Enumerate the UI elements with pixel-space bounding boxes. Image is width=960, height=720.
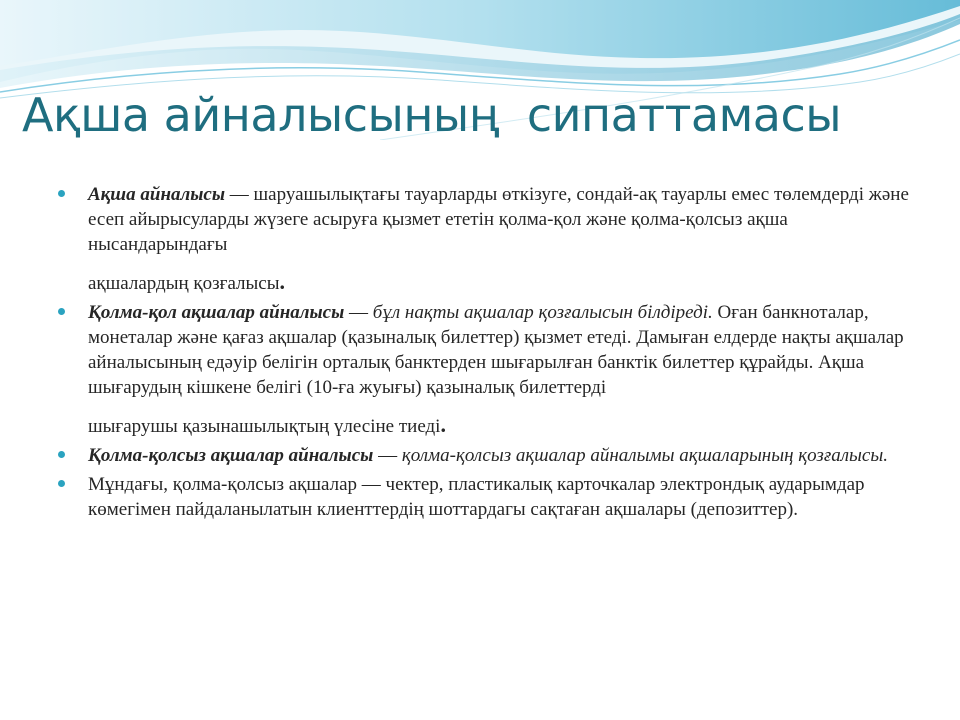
- bullet-item-2: [58, 300, 918, 439]
- term-money-circulation: Ақша айналысы: [88, 184, 226, 205]
- bullet-list: [58, 182, 918, 522]
- definition-italic: бұл нақты ақшалар қозғалысын білдіреді.: [372, 302, 713, 323]
- bullet-dot-icon: [58, 190, 65, 197]
- definition-last-text: шығарушы қазынашылықтың үлесіне тиеді: [88, 416, 441, 437]
- definition-last-line: [88, 269, 918, 296]
- bullet-item-1: [58, 182, 918, 296]
- bullet-dot-icon: [58, 480, 65, 487]
- term-dash: —: [344, 302, 373, 323]
- definition-text: шаруашылықтағы тауарларды өткізуге, сондай-ақ тауарлы емес төлемдерді және есеп айырысуларды жүзеге асыруға қызмет ететін қолма-қол және қолма-қолсыз ақша нысандарындағы: [88, 184, 909, 255]
- definition-last-text: ақшалардың қозғалысы: [88, 273, 280, 294]
- end-period: .: [440, 412, 446, 437]
- definition-text: Мұндағы, қолма-қолсыз ақшалар — чектер, пластикалық карточкалар электрондық аударымдар көмегімен пайдаланылатын клиенттердің шоттардагы сақтаған ақшалары (депозиттер).: [88, 474, 865, 520]
- term-dash: —: [225, 184, 254, 205]
- end-period: .: [279, 269, 285, 294]
- bullet-item-4: [58, 472, 918, 522]
- term-dash: —: [373, 445, 402, 466]
- bullet-dot-icon: [58, 451, 65, 458]
- bullet-item-3: [58, 443, 918, 468]
- definition-text: Оған банкноталар, монеталар және қағаз ақшалар (қазыналық билеттер) қызмет етеді. Дамыған елдерде нақты ақшалар айналысының едәуір белігін орталық банктерден шығарылған банктік билеттер құрайды. Ақша шығарудың кішкене белігі (10-ға жуығы) қазыналық билеттерді: [88, 302, 904, 398]
- definition-last-line: [88, 412, 918, 439]
- definition-italic: қолма-қолсыз ақшалар айналымы ақшаларының қозғалысы.: [401, 445, 888, 466]
- slide-title: Ақша айналысының сипаттамасы: [22, 88, 842, 142]
- term-noncash-circulation: Қолма-қолсыз ақшалар айналысы: [88, 445, 374, 466]
- bullet-dot-icon: [58, 308, 65, 315]
- term-cash-circulation: Қолма-қол ақшалар айналысы: [88, 302, 345, 323]
